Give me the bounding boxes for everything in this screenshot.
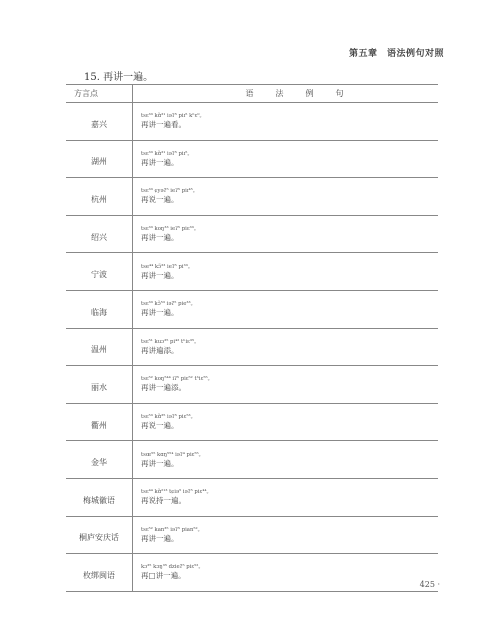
dialect-location-cell bbox=[66, 516, 133, 554]
example-cell bbox=[133, 366, 439, 404]
column-header-dialect: 方言点 bbox=[66, 85, 133, 103]
chinese-sentence: 再□讲一遍。 bbox=[141, 571, 186, 581]
dialect-location: 梅城徽语 bbox=[83, 495, 115, 505]
example-cell bbox=[133, 178, 439, 216]
chinese-sentence: 再讲一遍。 bbox=[141, 157, 179, 167]
chinese-sentence: 再讲一遍。 bbox=[141, 458, 179, 468]
chinese-sentence: 再讲一遍看。 bbox=[141, 120, 186, 130]
table-header-row bbox=[66, 85, 438, 103]
table-row bbox=[66, 366, 438, 404]
ipa-transcription: tsɛ⁵² koŋ⁵⁴⁴ iʔ⁵ piɛ⁵² tʰiɛ⁵⁵。 bbox=[141, 376, 213, 383]
ipa-transcription: tsɛ³³ kɑ̃³¹ iəʔ⁵ piɪ⁵ kʰɛ⁰。 bbox=[141, 113, 205, 120]
table-row bbox=[66, 516, 438, 554]
page-number: 425 · bbox=[419, 580, 440, 589]
chinese-sentence: 再讲一遍。 bbox=[141, 308, 179, 318]
example-cell bbox=[133, 478, 439, 516]
chinese-sentence: 再说持一遍。 bbox=[141, 496, 186, 506]
dialect-location: 温州 bbox=[91, 345, 107, 355]
chinese-sentence: 再说一遍。 bbox=[141, 195, 179, 205]
ipa-transcription: tsɛ³³ kɔ̃⁵³ iəʔ⁵ pie³³。 bbox=[141, 301, 196, 308]
table-row bbox=[66, 253, 438, 291]
ipa-transcription: tsɛ³³ kɑ̃³¹ iəʔ⁵ piɪ⁵。 bbox=[141, 150, 193, 157]
dialect-location-cell bbox=[66, 366, 133, 404]
dialect-location-cell bbox=[66, 253, 133, 291]
section-title: 15. 再讲一遍。 bbox=[84, 72, 154, 83]
table-row bbox=[66, 328, 438, 366]
chinese-sentence: 再讲一遍添。 bbox=[141, 383, 186, 393]
example-cell bbox=[133, 140, 439, 178]
chinese-sentence: 再讲遍添。 bbox=[141, 345, 179, 355]
dialect-location-cell bbox=[66, 328, 133, 366]
dialect-location-cell bbox=[66, 478, 133, 516]
dialect-location: 杭州 bbox=[91, 194, 107, 204]
dialect-location-cell bbox=[66, 403, 133, 441]
chinese-sentence: 再讲一遍。 bbox=[141, 233, 179, 243]
ipa-transcription: tsɛ³³ koŋ³³ ieʔ⁵ piɛ³³。 bbox=[141, 226, 200, 233]
chinese-sentence: 再讲一遍。 bbox=[141, 270, 179, 280]
example-cell bbox=[133, 554, 439, 592]
ipa-transcription: tsœ⁵⁵ kɑŋ⁵⁵⁴ iəʔ⁴ piɛ⁵⁵。 bbox=[141, 451, 204, 458]
table-row bbox=[66, 290, 438, 328]
table-row bbox=[66, 554, 438, 592]
dialect-location: 湖州 bbox=[91, 157, 107, 167]
table-row bbox=[66, 478, 438, 516]
example-cell bbox=[133, 328, 439, 366]
ipa-transcription: tsɛ³³ ɕyəʔ⁵ ieʔ⁵ piɪ⁴⁵。 bbox=[141, 188, 199, 195]
dialect-location-cell bbox=[66, 290, 133, 328]
example-cell bbox=[133, 441, 439, 479]
dialect-location: 衢州 bbox=[91, 420, 107, 430]
dialect-comparison-table bbox=[66, 84, 438, 592]
dialect-location-cell bbox=[66, 554, 133, 592]
ipa-transcription: kɔ³⁵ kɔŋ³⁵ dzieʔ⁵ piɛ⁵²。 bbox=[141, 564, 204, 571]
chinese-sentence: 再说一遍。 bbox=[141, 421, 179, 431]
table-row bbox=[66, 178, 438, 216]
dialect-location: 枚绑闽语 bbox=[83, 570, 115, 580]
dialect-location: 桐庐安庆话 bbox=[79, 533, 119, 543]
dialect-location-cell bbox=[66, 178, 133, 216]
example-cell bbox=[133, 253, 439, 291]
dialect-location-cell bbox=[66, 215, 133, 253]
dialect-location: 丽水 bbox=[91, 382, 107, 392]
ipa-transcription: tsɛ⁵¹ kuɔ³⁵ pi⁴² tʰiɛ³⁵。 bbox=[141, 338, 200, 345]
dialect-location: 嘉兴 bbox=[91, 119, 107, 129]
dialect-location: 绍兴 bbox=[91, 232, 107, 242]
dialect-location: 宁波 bbox=[91, 270, 107, 280]
example-cell bbox=[133, 215, 439, 253]
dialect-location-cell bbox=[66, 441, 133, 479]
ipa-transcription: tse⁴⁴ kɔ̃³³ ieʔ⁵ pi³³。 bbox=[141, 263, 194, 270]
table-row bbox=[66, 215, 438, 253]
ipa-transcription: tsɛ⁵² kan³⁵ iəʔ⁵ pian⁵²。 bbox=[141, 526, 203, 533]
ipa-transcription: tsɛ⁴⁴ kɑ̃²¹³ tɕiə⁵ iəʔ⁵ piɛ⁴⁴。 bbox=[141, 489, 212, 496]
table-row bbox=[66, 140, 438, 178]
dialect-location-cell bbox=[66, 140, 133, 178]
column-header-examples: 语法例句 bbox=[133, 85, 439, 103]
table-row bbox=[66, 403, 438, 441]
ipa-transcription: tsɛ⁵³ kɑ̃³⁵ iəʔ⁵ piɛ⁵³。 bbox=[141, 414, 196, 421]
table-row bbox=[66, 441, 438, 479]
table-body bbox=[66, 103, 438, 592]
chinese-sentence: 再讲一遍。 bbox=[141, 533, 179, 543]
dialect-location: 金华 bbox=[91, 458, 107, 468]
dialect-location: 临海 bbox=[91, 307, 107, 317]
example-cell bbox=[133, 516, 439, 554]
chapter-header: 第五章 语法例句对照 bbox=[348, 49, 444, 59]
dialect-location-cell bbox=[66, 103, 133, 141]
table-row bbox=[66, 103, 438, 141]
example-cell bbox=[133, 403, 439, 441]
example-cell bbox=[133, 290, 439, 328]
example-cell bbox=[133, 103, 439, 141]
